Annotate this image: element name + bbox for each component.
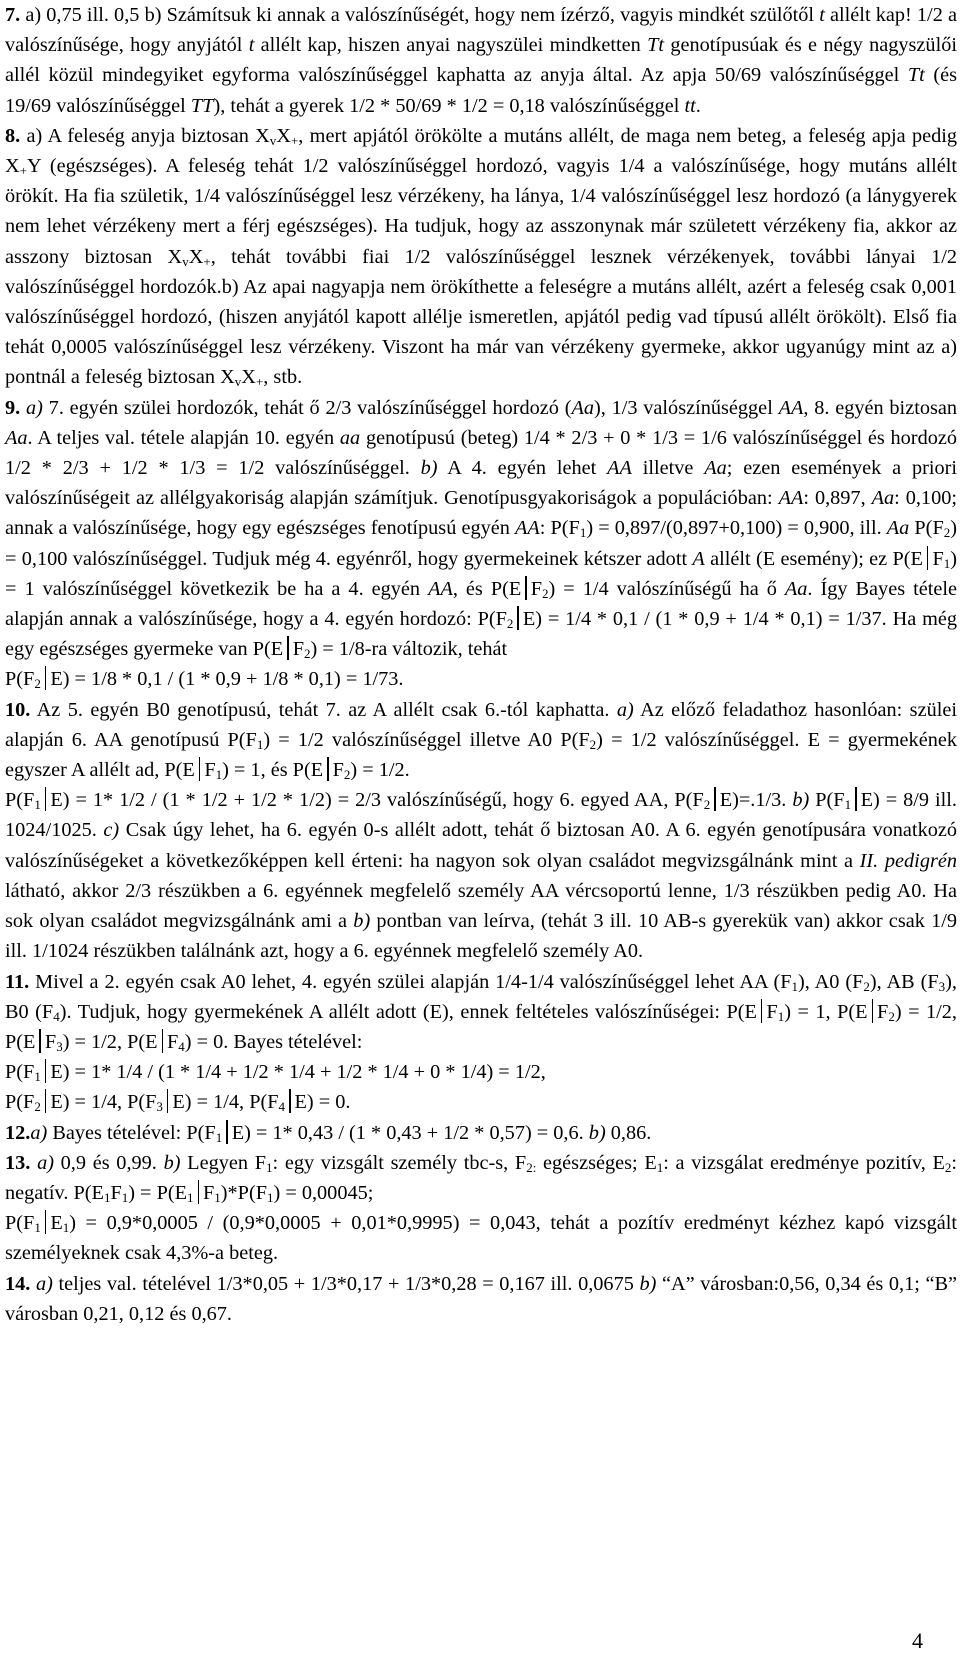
solution-8: 8. a) A feleség anyja biztosan $X_vX_+$, mert apjától örökölte a mutáns allélt, de maga nem beteg, a feleség apja pedig $X_+Y$ (egészséges). A feleség tehát 1/2 valószínűséggel hordozó, vagyis 1/4 a valószínűsége, hogy mutáns allélt örökít. Ha fia születik, 1/4 valószínűséggel lesz vérzékeny, ha lánya, 1/4 valószínűséggel lesz hordozó (a lánygyerek nem lehet vérzékeny mert a férj egészséges). Ha tudjuk, hogy az asszonynak már született vérzékeny fia, akkor az asszony biztosan $X_vX_+$, tehát további fiai 1/2 valószínűséggel lesznek vérzékenyek, további lányai 1/2 valószínűséggel hordozók.b) Az apai nagyapja nem örökíthette a feleségre a mutáns allélt, azért a feleség csak 0,001 valószínűséggel hordozó, (hiszen anyjától kapott allélje ismeretlen, apjától pedig vad típusú allélt örökölt). Első fia tehát 0,0005 valószínűséggel lesz vérzékeny. Viszont ha már van vérzékeny gyermeke, akkor ugyanúgy mint az a) pontnál a feleség biztosan $X_vX_+$, stb. <box>5 124 958 390</box>
page-number: 4 <box>912 1628 923 1653</box>
solution-12: 12.a) Bayes tételével: $P(F_1$ E) = 1* 0,43 / (1 * 0,43 + 1/2 * 0,57) = 0,6. b) 0,86. <box>5 1121 652 1145</box>
solution-11: 11. Mivel a 2. egyén csak A0 lehet, 4. egyén szülei alapján 1/4-1/4 valószínűséggel lehet AA $(F_1)$, A0 $(F_2)$, AB $(F_3)$, B0 $(F_4)$. Tudjuk, hogy gyermekének A allélt adott (E), ennek feltételes valószínűségei: P(E $F_1) = 1$, P(E $F_2) = 1/2$, P(E $F_3) = 1/2$, P(E $F_4) = 0$. Bayes tételével: $P(F_1$ E) = 1* 1/4 / (1 * 1/4 + 1/2 * 1/4 + 1/2 * 1/4 + 0 * 1/4) = 1/2, $P(F_2$ E) = 1/4, $P(F_3$ E) = 1/4, $P(F_4$ E) = 0. <box>5 970 957 1115</box>
solution-14: 14. a) teljes val. tételével 1/3*0,05 + 1/3*0,17 + 1/3*0,28 = 0,167 ill. 0,0675 b) “A” városban:0,56, 0,34 és 0,1; “B” városban 0,21, 0,12 és 0,67. <box>5 1272 957 1325</box>
solution-10: 10. Az 5. egyén B0 genotípusú, tehát 7. az A allélt csak 6.-tól kaphatta. a) Az előző feladathoz hasonlóan: szülei alapján 6. AA genotípusú $P(F_1) = 1/2$ valószínűséggel illetve A0 $P(F_2) = 1/2$ valószínűséggel. E = gyermekének egyszer A allélt ad, P(E $F_1) = 1$, és P(E $F_2) = 1/2$. $P(F_1$ E) = 1* 1/2 / (1 * 1/2 + 1/2 * 1/2) = 2/3 valószínűségű, hogy 6. egyed AA, $P(F_2$ E)=.1/3. b) $P(F_1$ E) = 8/9 ill. 1024/1025. c) Csak úgy lehet, ha 6. egyén 0-s allélt adott, tehát ő biztosan A0. A 6. egyén genotípusára vonatkozó valószínűségeket a következőképpen kell érteni: ha nagyon sok olyan családot megvizsgálnánk mint a II. pedigrén látható, akkor 2/3 részükben a 6. egyénnek megfelelő személy AA vércsoportú lenne, 1/3 részükben pedig A0. Ha sok olyan családot megvizsgálnánk ami a b) pontban van leírva, (tehát 3 ill. 10 AB-s gyerekük van) akkor csak 1/9 ill. 1/1024 részükben találnánk azt, hogy a 6. egyénnek megfelelő személy A0. <box>5 698 957 963</box>
solution-7: 7. a) 0,75 ill. 0,5 b) Számítsuk ki annak a valószínűségét, hogy nem ízérző, vagyis mindkét szülőtől t allélt kap! 1/2 a valószínűsége, hogy anyjától t allélt kap, hiszen anyai nagyszülei mindketten Tt genotípusúak és e négy nagyszülői allél közül mindegyiket egyforma valószínűséggel kaphatta az anyja által. Az apja 50/69 valószínűséggel Tt (és 19/69 valószínűséggel TT), tehát a gyerek 1/2 * 50/69 * 1/2 = 0,18 valószínűséggel tt. <box>5 4 957 117</box>
solution-13: 13. a) 0,9 és 0,99. b) Legyen $F_1$: egy vizsgált személy tbc-s, $F_{2:}$ egészséges; $E_1$: a vizsgálat eredménye pozitív, $E_2$: negatív. $P(E_1F_1) = P(E_1$ $F_1)*P(F_1) = 0,00045$; $P(F_1$ $E_1) = 0,9*0,0005 / (0,9*0,0005 + 0,01*0,9995) = 0,043$, tehát a pozítív eredményt kézhez kapó vizsgált személyeknek csak 4,3%-a beteg. <box>5 1151 958 1265</box>
solutions-page <box>5 0 957 1329</box>
solution-9: 9. a) 7. egyén szülei hordozók, tehát ő 2/3 valószínűséggel hordozó (Aa), 1/3 valószínűséggel AA, 8. egyén biztosan Aa. A teljes val. tétele alapján 10. egyén aa genotípusú (beteg) 1/4 * 2/3 + 0 * 1/3 = 1/6 valószínűséggel és hordozó 1/2 * 2/3 + 1/2 * 1/3 = 1/2 valószínűséggel. b) A 4. egyén lehet AA illetve Aa; ezen események a priori valószínűségeit az allélgyakoriság alapján számítjuk. Genotípusgyakoriságok a populációban: AA: 0,897, Aa: 0,100; annak a valószínűsége, hogy egy egészséges fenotípusú egyén AA: $P(F_1) = 0,897/(0,897+0,100) = 0,900$, ill. Aa $P(F_2) = 0,100$ valószínűséggel. Tudjuk még 4. egyénről, hogy gyermekeinek kétszer adott A allélt (E esemény); ez P(E $F_1) = 1$ valószínűséggel következik be ha a 4. egyén AA, és P(E $F_2) = 1/4$ valószínűségű ha ő Aa. Így Bayes tétele alapján annak a valószínűsége, hogy a 4. egyén hordozó: $P(F_2$ E) = 1/4 * 0,1 / (1 * 0,9 + 1/4 * 0,1) = 1/37. Ha még egy egészséges gyermeke van P(E $F_2) = 1/8-ra$ változik, tehát $P(F_2$ E) = 1/8 * 0,1 / (1 * 0,9 + 1/8 * 0,1) = 1/73. <box>5 396 958 692</box>
